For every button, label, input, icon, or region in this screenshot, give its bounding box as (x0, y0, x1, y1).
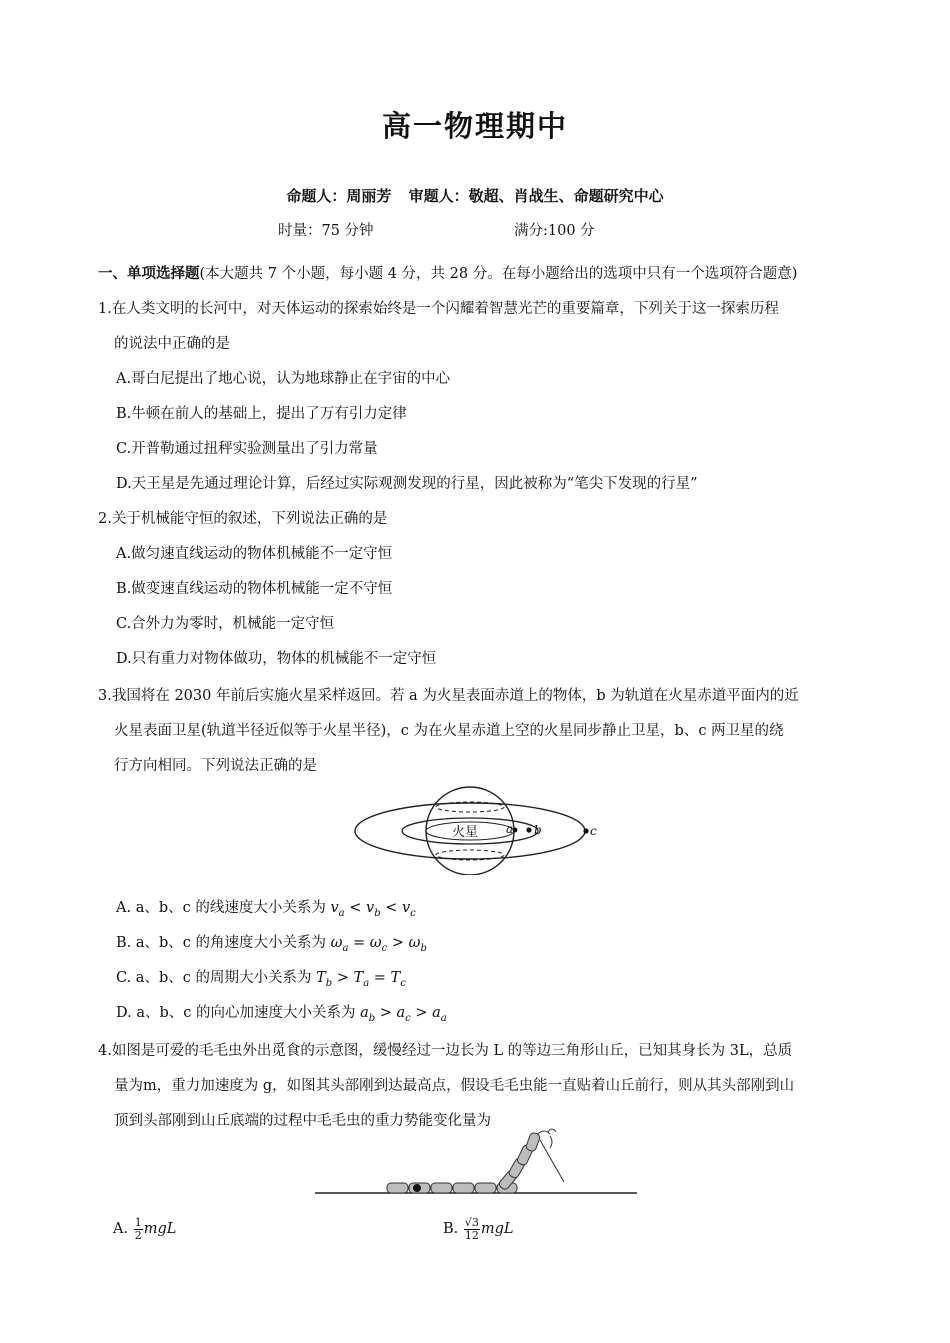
q3-option-b-math: $\omega_a = \omega_c > \omega_b$ (330, 935, 427, 954)
q4-option-b-denominator: 12 (464, 1228, 479, 1242)
q1-option-a: A.哥白尼提出了地心说，认为地球静止在宇宙的中心 (116, 371, 451, 387)
q2-stem: 2.关于机械能守恒的叙述，下列说法正确的是 (98, 511, 388, 527)
q3-stem-line2: 火星表面卫星(轨道半径近似等于火星半径)，c 为在火星赤道上空的火星同步静止卫星，b、c 两卫星的绕 (114, 723, 784, 739)
setter: 命题人：周丽芳 (286, 187, 392, 205)
point-c (583, 828, 588, 833)
q3-stem-line3: 行方向相同。下列说法正确的是 (114, 758, 317, 774)
q4-option-a-tail: mgL (143, 1221, 177, 1237)
q4-option-b-label: B. (443, 1221, 459, 1237)
page-title: 高一物理期中 (381, 109, 568, 143)
caterpillar-tail-icon (413, 1184, 421, 1192)
q4-option-a-denominator: 2 (134, 1228, 142, 1242)
point-c-label: c (590, 824, 597, 838)
q3-option-d-text: D. a、b、c 的向心加速度大小关系为 (116, 1005, 356, 1021)
point-a (513, 828, 518, 833)
mars-label: 火星 (452, 825, 479, 840)
q4-option-b-fraction (464, 1217, 480, 1242)
q4-option-b-tail: mgL (480, 1221, 514, 1237)
q3-option-b (116, 933, 427, 959)
q3-stem-line1: 3.我国将在 2030 年前后实施火星采样返回。若 a 为火星表面赤道上的物体，b 为轨道在火星赤道平面内的近 (98, 688, 799, 704)
q1-option-d: D.天王星是先通过理论计算，后经过实际观测发现的行星，因此被称为“笔尖下发现的行星” (116, 476, 698, 492)
q2-option-b: B.做变速直线运动的物体机械能一定不守恒 (116, 581, 393, 597)
caterpillar-antenna-icon (538, 1129, 556, 1148)
section-note: (本大题共 7 个小题，每小题 4 分，共 28 分。在每小题给出的选项中只有一个选项符合题意) (199, 266, 798, 282)
q3-option-a (116, 898, 416, 924)
q1-option-b: B.牛顿在前人的基础上，提出了万有引力定律 (116, 406, 407, 422)
q4-option-a (113, 1215, 176, 1243)
q3-option-d-math: $a_b > a_c > a_a$ (360, 1005, 447, 1024)
point-b-label: b (534, 823, 542, 837)
hill-slope (540, 1140, 564, 1182)
authors-line (0, 185, 950, 206)
reviewer: 审题人：敬超、肖战生、命题研究中心 (408, 187, 664, 205)
q4-stem-line3: 顶到头部刚到山丘底端的过程中毛毛虫的重力势能变化量为 (114, 1113, 491, 1129)
q4-option-a-label: A. (113, 1221, 129, 1237)
section-title: 一、单项选择题 (98, 266, 200, 282)
q3-option-a-text: A. a、b、c 的线速度大小关系为 (116, 900, 326, 916)
mars-orbit-figure (352, 785, 612, 875)
section-heading (98, 264, 797, 284)
caterpillar-figure (312, 1128, 642, 1200)
time-limit: 时量：75 分钟 (278, 223, 374, 239)
q4-stem-line1: 4.如图是可爱的毛毛虫外出觅食的示意图，缓慢经过一边长为 L 的等边三角形山丘，已知其身长为 3L，总质 (98, 1043, 793, 1059)
q2-option-c: C.合外力为零时，机械能一定守恒 (116, 616, 335, 632)
q2-option-d: D.只有重力对物体做功，物体的机械能不一定守恒 (116, 651, 437, 667)
q3-option-c-math: $T_b > T_a = T_c$ (316, 970, 406, 989)
caterpillar-body (387, 1132, 541, 1193)
full-score: 满分:100 分 (514, 223, 595, 239)
q3-option-d (116, 1003, 447, 1029)
q4-option-b (443, 1215, 514, 1243)
q3-option-c (116, 968, 406, 994)
q1-option-c: C.开普勒通过扭秤实验测量出了引力常量 (116, 441, 378, 457)
q2-option-a: A.做匀速直线运动的物体机械能不一定守恒 (116, 546, 393, 562)
point-a-label: a (506, 822, 514, 836)
q4-option-b-numerator: √3 (464, 1215, 479, 1229)
q1-stem-line2: 的说法中正确的是 (114, 336, 230, 352)
point-b (526, 827, 531, 832)
q4-stem-line2: 量为m，重力加速度为 g，如图其头部刚到达最高点，假设毛毛虫能一直贴着山丘前行，则从其头部刚到山 (114, 1078, 795, 1094)
q4-option-a-fraction (134, 1217, 143, 1242)
q3-option-a-math: $v_a < v_b < v_c$ (330, 900, 416, 919)
q3-option-c-text: C. a、b、c 的周期大小关系为 (116, 970, 312, 986)
q4-option-a-numerator: 1 (134, 1215, 142, 1229)
q3-option-b-text: B. a、b、c 的角速度大小关系为 (116, 935, 327, 951)
q1-stem-line1: 1.在人类文明的长河中，对天体运动的探索始终是一个闪耀着智慧光芒的重要篇章，下列关于这一探索历程 (98, 301, 779, 317)
